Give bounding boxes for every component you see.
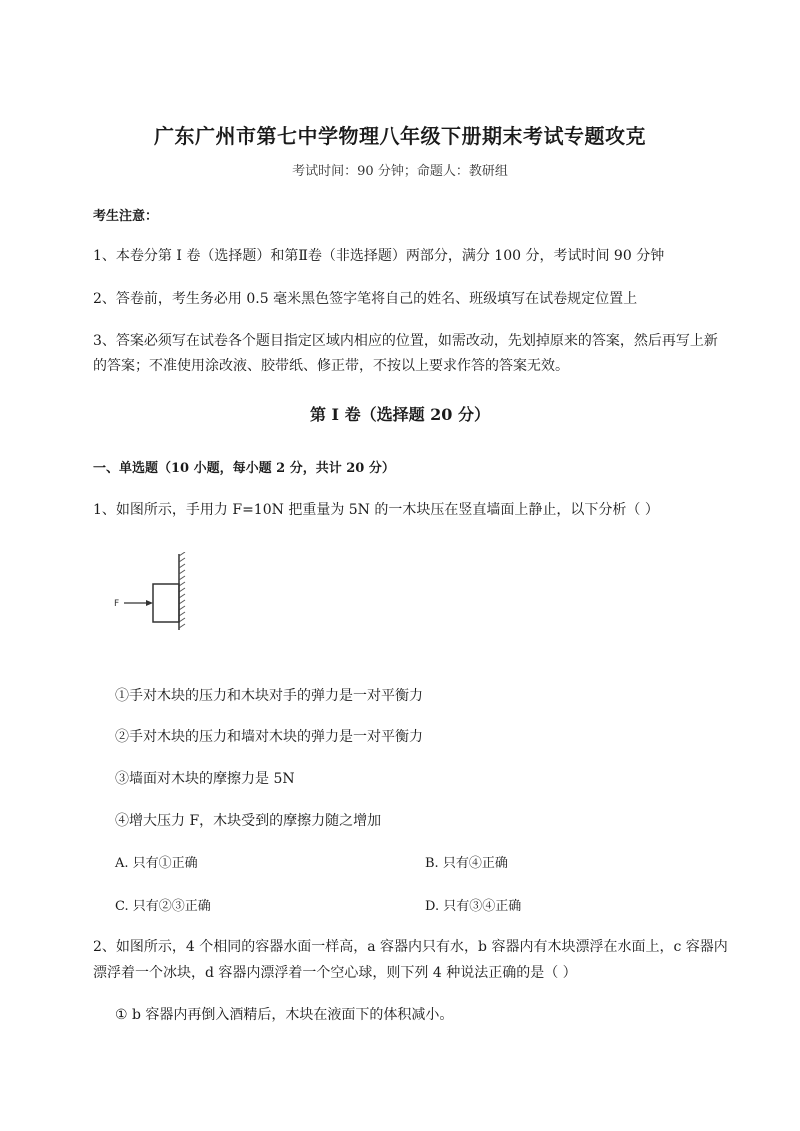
- choice-b[interactable]: B. 只有④正确: [425, 856, 508, 871]
- q2-statement-1: ① b 容器内再倒入酒精后，木块在液面下的体积减小。: [115, 1007, 454, 1023]
- wall-hatching: [179, 552, 185, 628]
- notice-item: 3、答案必须写在试卷各个题目指定区域内相应的位置，如需改动，先划掉原来的答案，然后再写上新: [93, 333, 718, 349]
- wall-block-diagram: [112, 552, 194, 632]
- question-2-stem-continued: 漂浮着一个冰块，d 容器内漂浮着一个空心球，则下列 4 种说法正确的是（ ）: [93, 965, 577, 981]
- wooden-block: [153, 584, 179, 622]
- question-1-stem: 1、如图所示，手用力 F=10N 把重量为 5N 的一木块压在竖直墙面上静止，以下分析（ ）: [93, 502, 659, 518]
- notice-item: 1、本卷分第 I 卷（选择题）和第Ⅱ卷（非选择题）两部分，满分 100 分，考试时间 90 分钟: [93, 248, 665, 264]
- statement-4: ④增大压力 F，木块受到的摩擦力随之增加: [115, 813, 382, 829]
- exam-info: 考试时间：90 分钟；命题人：教研组: [292, 164, 508, 179]
- section-title: 第 I 卷（选择题 20 分）: [309, 405, 491, 424]
- force-arrowhead: [146, 600, 153, 606]
- statement-1: ①手对木块的压力和木块对手的弹力是一对平衡力: [115, 688, 423, 704]
- choice-c[interactable]: C. 只有②③正确: [115, 899, 211, 914]
- statement-3: ③墙面对木块的摩擦力是 5N: [115, 771, 295, 787]
- notice-heading: 考生注意：: [93, 209, 159, 224]
- statement-2: ②手对木块的压力和墙对木块的弹力是一对平衡力: [115, 729, 423, 745]
- notice-item-continued: 的答案；不准使用涂改液、胶带纸、修正带，不按以上要求作答的答案无效。: [93, 358, 569, 374]
- choice-a[interactable]: A. 只有①正确: [115, 856, 198, 871]
- part-heading: 一、单选题（10 小题，每小题 2 分，共计 20 分）: [93, 461, 395, 476]
- question-2-stem: 2、如图所示，4 个相同的容器水面一样高，a 容器内只有水，b 容器内有木块漂浮在水面上，c 容器内: [93, 939, 728, 955]
- force-label: F: [114, 599, 120, 609]
- notice-item: 2、答卷前，考生务必用 0.5 毫米黑色签字笔将自己的姓名、班级填写在试卷规定位置上: [93, 291, 638, 307]
- choice-d[interactable]: D. 只有③④正确: [425, 899, 522, 914]
- page-title: 广东广州市第七中学物理八年级下册期末考试专题攻克: [154, 124, 646, 148]
